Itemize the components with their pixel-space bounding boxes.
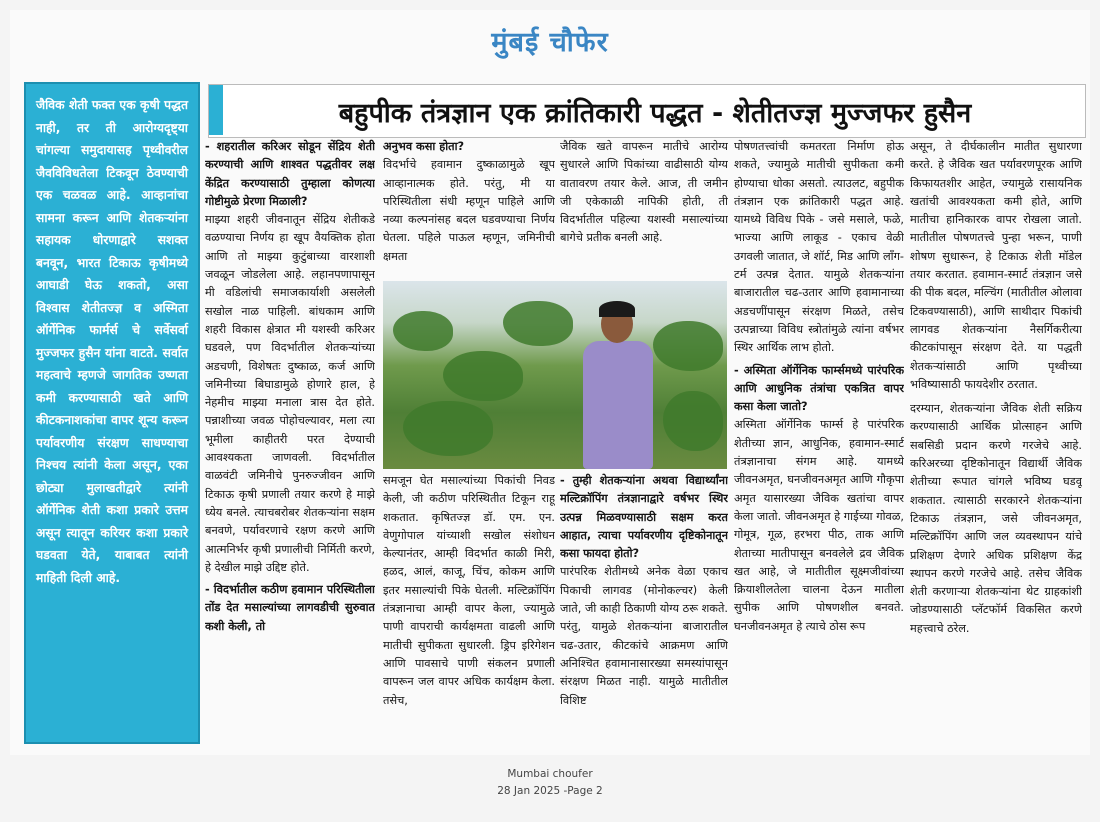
article-column-2-top xyxy=(383,138,555,278)
question-2-continued: अनुभव कसा होता? xyxy=(383,140,465,153)
article-column-3-bottom xyxy=(560,472,728,750)
question-2: - विदर्भातील कठीण हवामान परिस्थितीला तोंड देत मसाल्यांच्या लागवडीची सुरुवात कशी केली, तो xyxy=(205,583,375,633)
answer-4-continued: असून, ते दीर्घकालीन मातीत सुधारणा करते. हे जैविक खत पर्यावरणपूरक आणि किफायतशीर आहेत, ज्यामुळे रासायनिक खतांची आवश्यकता कमी होते, आणि मातीचा हानिकारक वापर रोखला जातो. मातीतील पोषणतत्त्वे पुन्हा भरून, पाणी शोषण सुधारून, हे टिकाऊ शेती मॉडेल तयार करतात. हवामान-स्मार्ट तंत्रज्ञान जसे की पीक बदल, मल्चिंग (मातीतील ओलावा टिकवण्यासाठी), आणि साथीदार पिकांची लागवड शेतकऱ्यांना नैसर्गिकरीत्या कीटकांपासून संरक्षण देते. या पद्धती शेतकऱ्यांसाठी आणि पृथ्वीच्या भविष्यासाठी फायदेशीर ठरतात. xyxy=(910,140,1082,391)
answer-3-continued: पोषणतत्त्वांची कमतरता निर्माण होऊ शकते, ज्यामुळे मातीची सुपीकता कमी होण्याचा धोका असतो. त्याउलट, बहुपीक तंत्रज्ञान एक क्रांतिकारी पद्धत आहे. यामध्ये विविध पिके - जसे मसाले, फळे, भाज्या आणि लाकूड - एकाच वेळी उगवली जातात, जे शॉर्ट, मिड आणि लाँग-टर्म उत्पन्न देतात. यामुळे शेतकऱ्यांना बाजारातील चढ-उतार आणि हवामानाच्या अडचणींपासून संरक्षण मिळते, तसेच उत्पन्नाच्या विविध स्त्रोतांमुळे त्यांना वर्षभर स्थिर आर्थिक लाभ होतो. xyxy=(734,140,904,355)
question-4: - अस्मिता ऑर्गेनिक फार्म्समध्ये पारंपरिक आणि आधुनिक तंत्रांचा एकत्रित वापर कसा केला जातो? xyxy=(734,363,904,414)
leaf-shape xyxy=(503,301,573,346)
answer-4: अस्मिता ऑर्गेनिक फार्म्स हे पारंपरिक शेतीच्या ज्ञान, आधुनिक, हवामान-स्मार्ट तंत्रज्ञानाचा संगम आहे. यामध्ये जीवनअमृत, घनजीवनअमृत आणि गौकृपा अमृत यासारख्या जैविक खतांचा वापर केला जातो. जीवनअमृत हे गाईच्या गोवळ, गोमूत्र, गूळ, हरभरा पीठ, ताक आणि शेताच्या मातीपासून बनवलेले द्रव जैविक खत आहे, जे मातीतील सूक्ष्मजीवांच्या क्रियाशीलतेला चालना देऊन मातीला सुपीक आणि पोषणशील बनवते. घनजीवनअमृत हे त्याचे ठोस रूप xyxy=(734,418,904,633)
leaf-shape xyxy=(393,311,453,351)
headline-accent xyxy=(209,85,223,135)
article-column-2-bottom xyxy=(383,472,555,750)
leaf-shape xyxy=(663,391,723,451)
leaf-shape xyxy=(443,351,523,401)
answer-3: पारंपरिक शेतीमध्ये अनेक वेळा एकाच पिकाची लागवड (मोनोकल्चर) केली जाते, जी काही ठिकाणी योग्य ठरू शकते. परंतु, यामुळे शेतकऱ्यांना बाजारातील चढ-उतार, कीटकांचे आक्रमण आणि अनिश्चित हवामानासारख्या समस्यांपासून संरक्षण मिळत नाही. यामुळे मातीतील विशिष्ट xyxy=(560,565,728,707)
article-column-1 xyxy=(205,138,375,748)
answer-2-part-3: जैविक खते वापरून मातीचे आरोग्य सुधारले आणि पिकांच्या वाढीसाठी योग्य वातावरण तयार केले. आज, ती जमीन जी एकेकाळी नापिकी होती, ती विदर्भातील पहिल्या यशस्वी मसाल्यांच्या बागेचे प्रतीक बनली आहे. xyxy=(560,140,728,245)
masthead: मुंबई चौफेर xyxy=(491,27,609,58)
farmer-figure xyxy=(579,301,657,469)
leaf-shape xyxy=(403,401,493,456)
headline-bar xyxy=(208,84,1086,138)
article-column-4 xyxy=(734,138,904,750)
question-1: - शहरातील करिअर सोडून सेंद्रिय शेती करण्याची आणि शाश्वत पद्धतीवर लक्ष केंद्रित करण्यासाठी तुम्हाला कोणत्या गोष्टीमुळे प्रेरणा मिळाली? xyxy=(205,140,375,208)
answer-1: माझ्या शहरी जीवनातून सेंद्रिय शेतीकडे वळण्याचा निर्णय हा खूप वैयक्तिक होता आणि तो माझ्या कुटुंबाच्या वारशाशी जवळून जोडलेला आहे. लहानपणापासून मी वडिलांची समाजकार्याशी असलेली सखोल नाळ पाहिली. बांधकाम आणि शहरी विकास क्षेत्रात मी यशस्वी करिअर घडवले, पण विदर्भातील शेतकऱ्यांच्या अडचणी, विशेषतः दुष्काळ, कर्ज आणि जमिनीच्या बिघाडामुळे होणारे हाल, हे नेहमीच माझ्या मनाला त्रास देत होते. पन्नाशीच्या जवळ पोहोचल्यावर, मला त्या भूमीला काहीतरी परत देण्याची आवश्यकता जाणवली. विदर्भातील वाळवंटी जमिनीचे पुनरुज्जीवन आणि टिकाऊ कृषी प्रणाली तयार करणे हे माझे ध्येय बनले. त्याचबरोबर शेतकऱ्यांना सक्षम बनवणे, पर्यावरणाचे रक्षण करणे आणि आत्मनिर्भर कृषी प्रणालीची निर्मिती करणे, हे देखील माझे उद्दिष्ट होते. xyxy=(205,213,375,574)
closing-paragraph: दरम्यान, शेतकऱ्यांना जैविक शेती सक्रिय करण्यासाठी आर्थिक प्रोत्साहन आणि सबसिडी प्रदान करणे गरजेचे आहे. करिअरच्या दृष्टिकोनातून विद्यार्थी जैविक शेतीच्या रूपात चांगले भविष्य घडवू शकतात. त्यासाठी सरकारने शेतकऱ्यांना टिकाऊ तंत्रज्ञान, जसे जीवनअमृत, मल्टिक्रॉपिंग आणि जल व्यवस्थापन यांचे प्रशिक्षण देणारे अधिक प्रशिक्षण केंद्र स्थापन करणे गरजेचे आहे. तसेच जैविक शेती करणाऱ्या शेतकऱ्यांना थेट ग्राहकांशी जोडण्यासाठी प्लॅटफॉर्म विकसित करणे महत्त्वाचे ठरेल. xyxy=(910,402,1082,635)
sidebar-summary-box xyxy=(24,82,200,744)
question-3: - तुम्ही शेतकऱ्यांना अथवा विद्यार्थ्यांना मल्टिक्रॉपिंग तंत्रज्ञानाद्वारे वर्षभर स्थिर उत्पन्न मिळवण्यासाठी सक्षम करत आहात, त्याचा पर्यावरणीय दृष्टिकोनातून कसा फायदा होतो? xyxy=(560,474,728,561)
sidebar-summary-text: जैविक शेती फक्त एक कृषी पद्धत नाही, तर ती आरोग्यदृष्ट्या चांगल्या समुदायासह पृथ्वीवरील जैवविविधतेला टिकवून ठेवण्याची एक चळवळ आहे. आव्हानांचा सामना करून आणि शेतकऱ्यांना सहायक धोरणाद्वारे सशक्त बनवून, भारत टिकाऊ कृषीमध्ये आघाडी घेऊ शकतो, असा विश्वास शेतीतज्ज्ञ व अस्मिता ऑर्गेनिक फार्मर्स चे सर्वेसर्वा मुज्जफर हुसैन यांना वाटते. सर्वात महत्वाचे म्हणजे जागतिक उष्णता कमी करण्यासाठी खते आणि कीटकनाशकांचा वापर शून्य करून पर्यावरणीय संरक्षण साधण्याचा निश्चय त्यांनी केला असून, एका छोट्या मुलाखतीद्वारे त्यांनी ऑर्गेनिक शेती कशा प्रकारे उत्तम असून त्यातून करियर कशा प्रकारे घडवता येते, याबाबत त्यांनी माहिती दिली आहे. xyxy=(36,98,188,585)
article-column-5 xyxy=(910,138,1082,750)
footer-paper-name: Mumbai choufer xyxy=(507,768,593,780)
hair-shape xyxy=(599,301,635,317)
farm-photo xyxy=(383,281,727,469)
answer-2-part-1: विदर्भाचे हवामान दुष्काळामुळे खूप आव्हानात्मक होते. परंतु, मी या परिस्थितीला संधी म्हणून पाहिले आणि नव्या कल्पनांसह बदल घडवण्याचा निर्णय घेतला. पहिले पाऊल म्हणून, जमिनीची क्षमता xyxy=(383,158,555,263)
headline: बहुपीक तंत्रज्ञान एक क्रांतिकारी पद्धत - शेतीतज्ज्ञ मुज्जफर हुसैन xyxy=(338,98,972,129)
leaf-shape xyxy=(653,321,723,371)
answer-2-part-2: समजून घेत मसाल्यांच्या पिकांची निवड केली, जी कठीण परिस्थितीत टिकून राहू शकतात. कृषितज्ज्ञ डॉ. एम. एन. वेणुगोपाल यांच्याशी सखोल संशोधन केल्यानंतर, आम्ही विदर्भात काळी मिरी, हळद, आलं, काजू, चिंच, कोकम आणि इतर मसाल्यांची पिके घेतली. मल्टिक्रॉपिंग तंत्रज्ञानाचा आम्ही वापर केला, ज्यामुळे पाणी वापराची कार्यक्षमता वाढली आणि मातीची सुपीकता सुधारली. ड्रिप इरिगेशन आणि पावसाचे पाणी संकलन प्रणाली वापरून जल वापर अधिक कार्यक्षम केला. तसेच, xyxy=(383,474,555,707)
newspaper-clipping xyxy=(10,10,1090,755)
article-column-3-top xyxy=(560,138,728,278)
footer-date-page: 28 Jan 2025 -Page 2 xyxy=(497,785,603,797)
shirt-shape xyxy=(583,341,653,469)
